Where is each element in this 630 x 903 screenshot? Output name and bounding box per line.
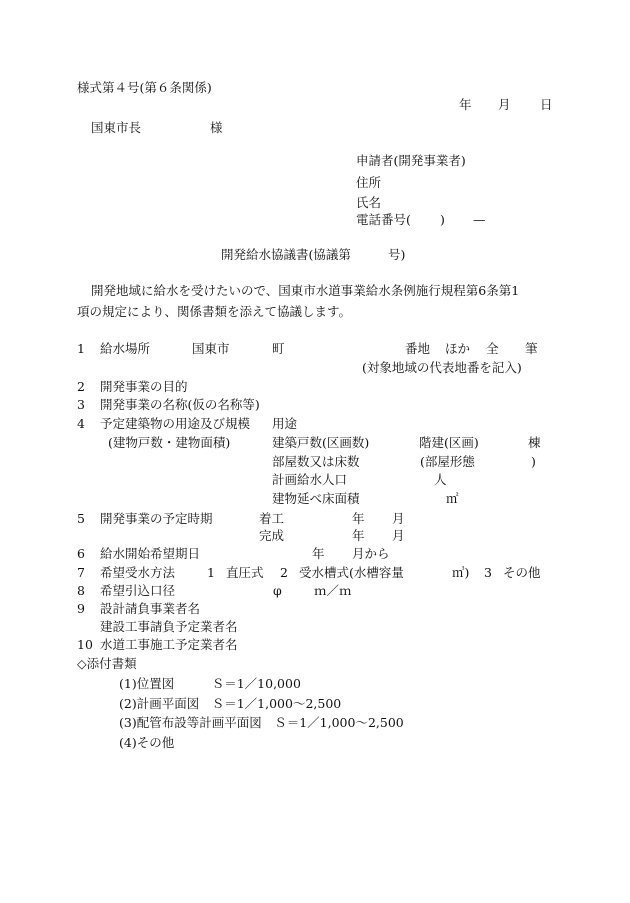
item4-population: 計画給水人口: [272, 472, 348, 487]
applicant-label: 申請者(開発事業者): [356, 153, 466, 168]
item5-done-month: 月: [392, 528, 405, 543]
date-year: 年: [459, 97, 472, 112]
item8-number: 8: [77, 583, 85, 598]
item4-room-type: (部屋形態: [420, 454, 475, 469]
item4-room-type-close: ): [531, 454, 536, 469]
attachment-item: (1)位置図 Ｓ＝1／10,000: [119, 676, 301, 691]
item3-label: 開発事業の名称(仮の名称等): [100, 397, 260, 412]
item5-start: 着工: [259, 511, 285, 526]
item7-option3: その他: [503, 565, 541, 580]
item1-town: 町: [272, 341, 285, 356]
honorific: 様: [210, 120, 223, 135]
item1-banchi: 番地: [405, 341, 431, 356]
item9-sub: 建設工事請負予定業者名: [100, 619, 238, 634]
item6-year: 年: [312, 546, 325, 561]
item4-label: 予定建築物の用途及び規模: [100, 416, 251, 431]
item1-label: 給水場所: [100, 341, 151, 356]
item8-unit: ｍ／ｍ: [314, 583, 352, 598]
item7-option3-number: 3: [484, 565, 492, 580]
item7-label: 希望受水方法: [100, 565, 176, 580]
item4-usage: 用途: [272, 416, 298, 431]
item6-label: 給水開始希望期日: [100, 546, 201, 561]
item5-done: 完成: [259, 528, 285, 543]
item7-option1: 直圧式: [226, 565, 264, 580]
item4-population-unit: 人: [434, 472, 447, 487]
item1-city: 国東市: [192, 341, 230, 356]
item1-zen: 全: [486, 341, 499, 356]
item9-number: 9: [77, 601, 85, 616]
item7-option2: 受水槽式(水槽容量: [299, 565, 404, 580]
item5-done-year: 年: [352, 528, 365, 543]
intro-line-1: 開発地域に給水を受けたいので、国東市水道事業給水条例施行規程第6条第1: [91, 283, 520, 298]
item1-note: (対象地域の代表地番を記入): [362, 360, 522, 375]
attachment-item: (4)その他: [119, 735, 175, 750]
item4-buildings-unit: 棟: [528, 435, 541, 450]
applicant-phone-dash: —: [473, 212, 486, 227]
item1-hitsu: 筆: [525, 341, 538, 356]
attachments-heading: ◇添付書類: [77, 656, 137, 671]
addressee: 国東市長: [91, 120, 142, 135]
item1-hoka: ほか: [445, 341, 471, 356]
item7-tank-unit: ㎥): [452, 565, 470, 580]
item4-floor-area: 建物延べ床面積: [272, 491, 360, 506]
item5-start-month: 月: [392, 511, 405, 526]
item9-label: 設計請負事業者名: [100, 601, 201, 616]
item10-number: 10: [77, 637, 93, 652]
item4-floors: 階建(区画): [419, 435, 479, 450]
item6-from: 月から: [352, 546, 390, 561]
applicant-address: 住所: [356, 175, 382, 190]
item5-label: 開発事業の予定時期: [100, 511, 213, 526]
item4-number: 4: [77, 416, 85, 431]
applicant-name: 氏名: [356, 195, 382, 210]
item2-number: 2: [77, 379, 85, 394]
applicant-phone-label: 電話番号(: [356, 212, 411, 227]
item10-label: 水道工事施工予定業者名: [100, 637, 238, 652]
item2-label: 開発事業の目的: [100, 379, 188, 394]
attachment-item: (3)配管布設等計画平面図 Ｓ＝1／1,000～2,500: [119, 715, 404, 730]
item4-building-count: 建築戸数(区画数): [272, 435, 370, 450]
document-title: 開発給水協議書(協議第: [221, 247, 351, 262]
date-day: 日: [540, 97, 553, 112]
form-number: 様式第４号(第６条関係): [77, 80, 212, 95]
applicant-phone-paren: ): [440, 212, 445, 227]
intro-line-2: 項の規定により、関係書類を添えて協議します。: [77, 304, 352, 319]
item5-start-year: 年: [352, 511, 365, 526]
item4-rooms: 部屋数又は床数: [272, 454, 360, 469]
item7-option1-number: 1: [207, 565, 215, 580]
item8-label: 希望引込口径: [100, 583, 176, 598]
item4-sub: (建物戸数・建物面積): [108, 435, 231, 450]
item4-floor-area-unit: ㎡: [446, 491, 459, 506]
item7-number: 7: [77, 565, 85, 580]
item6-number: 6: [77, 546, 85, 561]
item7-option2-number: 2: [280, 565, 288, 580]
attachment-item: (2)計画平面図 Ｓ＝1／1,000～2,500: [119, 696, 342, 711]
document-title-end: 号): [388, 247, 406, 262]
item3-number: 3: [77, 397, 85, 412]
date-month: 月: [498, 97, 511, 112]
item5-number: 5: [77, 511, 85, 526]
item1-number: 1: [77, 341, 85, 356]
item8-phi: φ: [273, 583, 282, 598]
